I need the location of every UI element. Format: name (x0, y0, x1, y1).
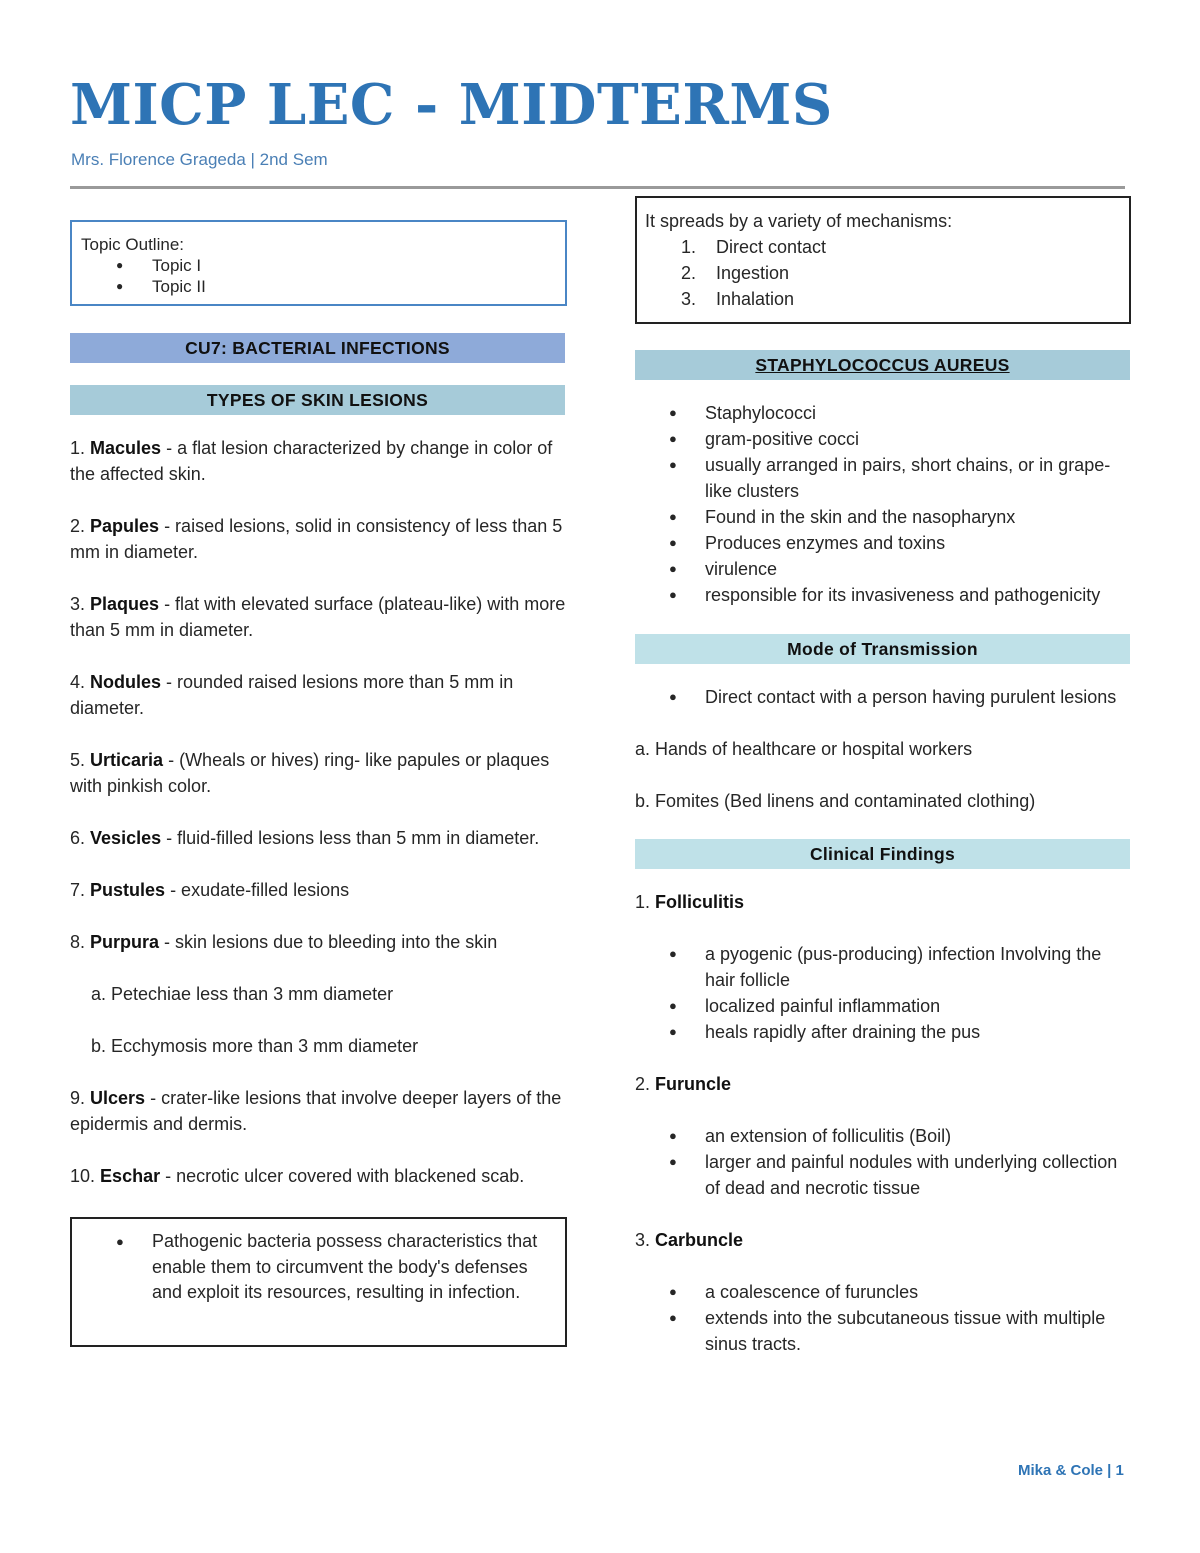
staph-bullet: ● virulence (635, 556, 1131, 582)
page-title: MICP LEC - MIDTERMS (70, 72, 833, 138)
lesion-item: 9. Ulcers - crater-like lesions that involve deeper layers of the epidermis and dermis. (70, 1088, 562, 1134)
left-column (70, 220, 567, 1347)
section-header-skin-lesions: TYPES OF SKIN LESIONS (70, 385, 565, 415)
spread-list (645, 234, 1121, 312)
staph-bullet: ● Found in the skin and the nasopharynx (635, 504, 1131, 530)
clinical-bullet-list (635, 941, 1131, 1045)
page-subtitle: Mrs. Florence Grageda | 2nd Sem (71, 150, 328, 169)
lesion-item: 1. Macules - a flat lesion characterized by change in color of the affected skin. (70, 438, 553, 484)
staph-bullet: ● gram-positive cocci (635, 426, 1131, 452)
spread-item: 3. Inhalation (681, 289, 795, 309)
page-footer: Mika & Cole | 1 (1018, 1462, 1124, 1479)
lesion-item: 3. Plaques - flat with elevated surface (plateau-like) with more than 5 mm in diameter. (70, 594, 566, 640)
clinical-bullet-list (635, 1123, 1131, 1201)
transmission-item-a: a. Hands of healthcare or hospital workers (635, 739, 973, 759)
transmission-bullet-list (635, 684, 1131, 710)
staph-bullet-list (635, 400, 1131, 608)
clinical-bullet: ● larger and painful nodules with underlying collection of dead and necrotic tissue (635, 1149, 1131, 1201)
purpura-subitem: a. Petechiae less than 3 mm diameter (91, 984, 394, 1004)
topic-outline-list (81, 255, 555, 297)
clinical-item-title: 2. Furuncle (635, 1074, 732, 1094)
clinical-bullet: ● extends into the subcutaneous tissue with multiple sinus tracts. (635, 1305, 1131, 1357)
pathogen-note: ● Pathogenic bacteria possess characteristics that enable them to circumvent the body's defenses and exploit its resources, resulting in infection. (82, 1229, 555, 1306)
spread-item: 1. Direct contact (681, 237, 827, 257)
header-divider (70, 186, 1125, 189)
lesion-item: 4. Nodules - rounded raised lesions more than 5 mm in diameter. (70, 672, 514, 718)
section-header-staph: STAPHYLOCOCCUS AUREUS (635, 350, 1130, 380)
clinical-bullet: ● heals rapidly after draining the pus (635, 1019, 1131, 1045)
section-header-clinical: Clinical Findings (635, 839, 1130, 869)
pathogen-note-box (70, 1217, 567, 1347)
lesion-list (70, 435, 567, 1189)
purpura-subitem: b. Ecchymosis more than 3 mm diameter (91, 1036, 419, 1056)
spread-item: 2. Ingestion (681, 263, 790, 283)
clinical-bullet-list (635, 1279, 1131, 1357)
lesion-item: 7. Pustules - exudate-filled lesions (70, 880, 350, 900)
staph-bullet: ● Produces enzymes and toxins (635, 530, 1131, 556)
spread-intro: It spreads by a variety of mechanisms: (645, 211, 953, 231)
spread-mechanisms-box (635, 196, 1131, 324)
clinical-bullet: ● a pyogenic (pus-producing) infection Involving the hair follicle (635, 941, 1131, 993)
clinical-bullet: ● a coalescence of furuncles (635, 1279, 1131, 1305)
topic-outline-label: Topic Outline: (81, 235, 184, 254)
right-column (635, 196, 1131, 1357)
clinical-bullet: ● an extension of folliculitis (Boil) (635, 1123, 1131, 1149)
lesion-item: 10. Eschar - necrotic ulcer covered with blackened scab. (70, 1166, 525, 1186)
topic-outline-item: ● Topic I (81, 255, 555, 276)
lesion-item: 2. Papules - raised lesions, solid in consistency of less than 5 mm in diameter. (70, 516, 563, 562)
staph-bullet: ● usually arranged in pairs, short chains, or in grape-like clusters (635, 452, 1131, 504)
topic-outline-item: ● Topic II (81, 276, 555, 297)
transmission-bullet: ● Direct contact with a person having purulent lesions (635, 684, 1131, 710)
clinical-bullet: ● localized painful inflammation (635, 993, 1131, 1019)
transmission-item-b: b. Fomites (Bed linens and contaminated clothing) (635, 791, 1036, 811)
lesion-item: 6. Vesicles - fluid-filled lesions less than 5 mm in diameter. (70, 828, 540, 848)
lesion-item: 8. Purpura - skin lesions due to bleeding into the skin (70, 932, 498, 952)
staph-bullet: ● responsible for its invasiveness and pathogenicity (635, 582, 1131, 608)
topic-outline-box (70, 220, 567, 306)
lesion-item: 5. Urticaria - (Wheals or hives) ring- like papules or plaques with pinkish color. (70, 750, 550, 796)
section-header-transmission: Mode of Transmission (635, 634, 1130, 664)
staph-bullet: ● Staphylococci (635, 400, 1131, 426)
clinical-item-title: 3. Carbuncle (635, 1230, 744, 1250)
clinical-item-title: 1. Folliculitis (635, 892, 745, 912)
section-header-cu7: CU7: BACTERIAL INFECTIONS (70, 333, 565, 363)
